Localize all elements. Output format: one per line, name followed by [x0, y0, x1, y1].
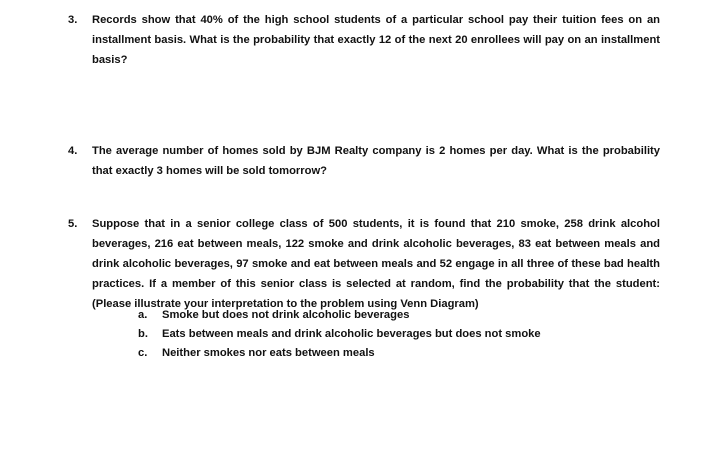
subitem-a-letter: a.: [138, 309, 148, 321]
problem-5-text: Suppose that in a senior college class of 500 students, it is found that 210 smoke, 258 drink alcohol beverages, 216 eat between meals, 122 smoke and drink alcoholic beverages, 83 eat between meals and drink alcoholic beverages, 97 smoke and eat between meals and 52 engage in all three of these bad health practices. If a member of this senior class is selected at random, find the probability that the student: (Please illustrate your interpretation to the problem using Venn Diagram): [92, 218, 660, 310]
problem-5: [68, 214, 660, 314]
problem-5-subitem-b: [138, 325, 541, 344]
subitem-b-letter: b.: [138, 328, 148, 340]
problem-3-text: Records show that 40% of the high school students of a particular school pay their tuition fees on an installment basis. What is the probability that exactly 12 of the next 20 enrollees will pay on an installment basis?: [92, 14, 660, 66]
problem-5-subitem-a: [138, 306, 409, 325]
problem-3: [68, 10, 660, 70]
problem-3-number: 3.: [68, 14, 78, 26]
subitem-a-text: Smoke but does not drink alcoholic beverages: [162, 309, 410, 321]
problem-5-subitem-c: [138, 344, 375, 363]
problem-4-text: The average number of homes sold by BJM Realty company is 2 homes per day. What is the probability that exactly 3 homes will be sold tomorrow?: [92, 145, 660, 177]
subitem-b-text: Eats between meals and drink alcoholic beverages but does not smoke: [162, 328, 541, 340]
problem-4-number: 4.: [68, 145, 78, 157]
subitem-c-letter: c.: [138, 347, 148, 359]
problem-5-number: 5.: [68, 218, 78, 230]
subitem-c-text: Neither smokes nor eats between meals: [162, 347, 375, 359]
problem-4: [68, 141, 660, 181]
